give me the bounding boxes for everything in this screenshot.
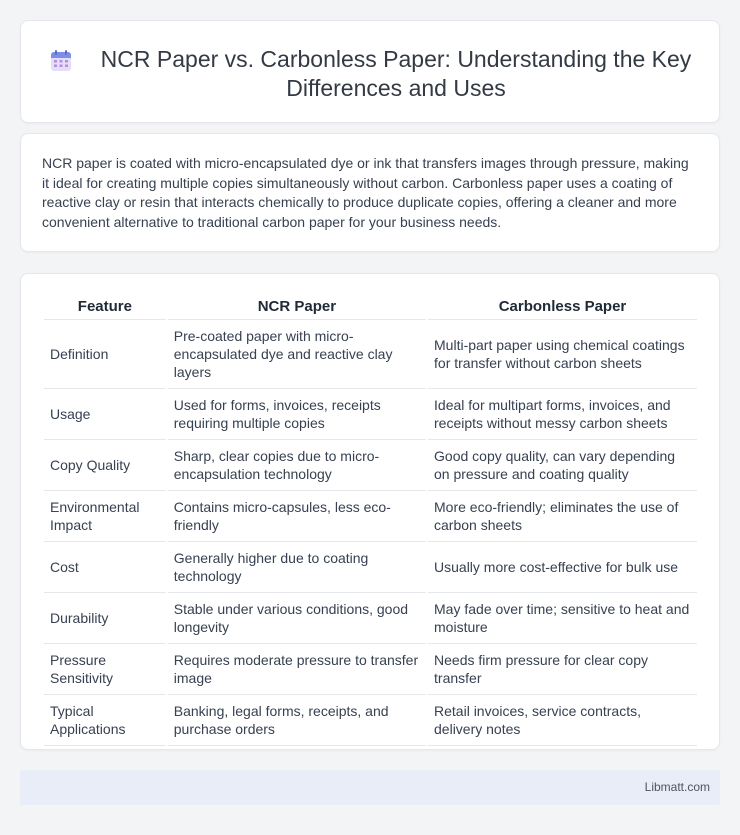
ncr-cell: Contains micro-capsules, less eco-friendly (168, 491, 426, 542)
carbonless-cell: Multi-part paper using chemical coatings for transfer without carbon sheets (428, 320, 697, 389)
table-row (44, 542, 697, 593)
intro-card (20, 133, 720, 252)
title-card (20, 20, 720, 123)
ncr-cell: Generally higher due to coating technology (168, 542, 426, 593)
table-row (44, 440, 697, 491)
footer-bar (20, 770, 720, 805)
ncr-cell: Stable under various conditions, good longevity (168, 593, 426, 644)
feature-cell: Cost (44, 542, 166, 593)
table-row (44, 593, 697, 644)
comparison-card (20, 273, 720, 750)
carbonless-cell: Needs firm pressure for clear copy transfer (428, 644, 697, 695)
feature-cell: Usage (44, 389, 166, 440)
carbonless-cell: Usually more cost-effective for bulk use (428, 542, 697, 593)
table-row (44, 320, 697, 389)
ncr-cell: Sharp, clear copies due to micro-encapsulation technology (168, 440, 426, 491)
page-title: NCR Paper vs. Carbonless Paper: Understanding the Key Differences and Uses (100, 46, 692, 101)
footer-brand-link[interactable]: Libmatt.com (644, 780, 710, 794)
table-row (44, 389, 697, 440)
table-header-row (44, 294, 697, 320)
title-wrap (49, 45, 699, 103)
feature-cell: Typical Applications (44, 695, 166, 746)
column-header-carbonless: Carbonless Paper (428, 294, 697, 320)
table-row (44, 644, 697, 695)
carbonless-cell: Good copy quality, can vary depending on pressure and coating quality (428, 440, 697, 491)
column-header-feature: Feature (44, 294, 166, 320)
carbonless-cell: Ideal for multipart forms, invoices, and receipts without messy carbon sheets (428, 389, 697, 440)
ncr-cell: Requires moderate pressure to transfer image (168, 644, 426, 695)
feature-cell: Copy Quality (44, 440, 166, 491)
carbonless-cell: May fade over time; sensitive to heat and moisture (428, 593, 697, 644)
comparison-table (42, 294, 699, 746)
ncr-cell: Used for forms, invoices, receipts requiring multiple copies (168, 389, 426, 440)
table-row (44, 695, 697, 746)
table-row (44, 491, 697, 542)
intro-paragraph: NCR paper is coated with micro-encapsulated dye or ink that transfers images through pressure, making it ideal for creating multiple copies simultaneously without carbon. Carbonless paper uses a coating of reactive clay or resin that interacts chemically to produce duplicate copies, offering a cleaner and more convenient alternative to traditional carbon paper for your business needs. (42, 155, 689, 230)
calendar-icon (49, 49, 73, 73)
feature-cell: Environmental Impact (44, 491, 166, 542)
carbonless-cell: Retail invoices, service contracts, delivery notes (428, 695, 697, 746)
carbonless-cell: More eco-friendly; eliminates the use of carbon sheets (428, 491, 697, 542)
column-header-ncr: NCR Paper (168, 294, 426, 320)
ncr-cell: Banking, legal forms, receipts, and purchase orders (168, 695, 426, 746)
feature-cell: Durability (44, 593, 166, 644)
ncr-cell: Pre-coated paper with micro-encapsulated dye and reactive clay layers (168, 320, 426, 389)
feature-cell: Definition (44, 320, 166, 389)
feature-cell: Pressure Sensitivity (44, 644, 166, 695)
